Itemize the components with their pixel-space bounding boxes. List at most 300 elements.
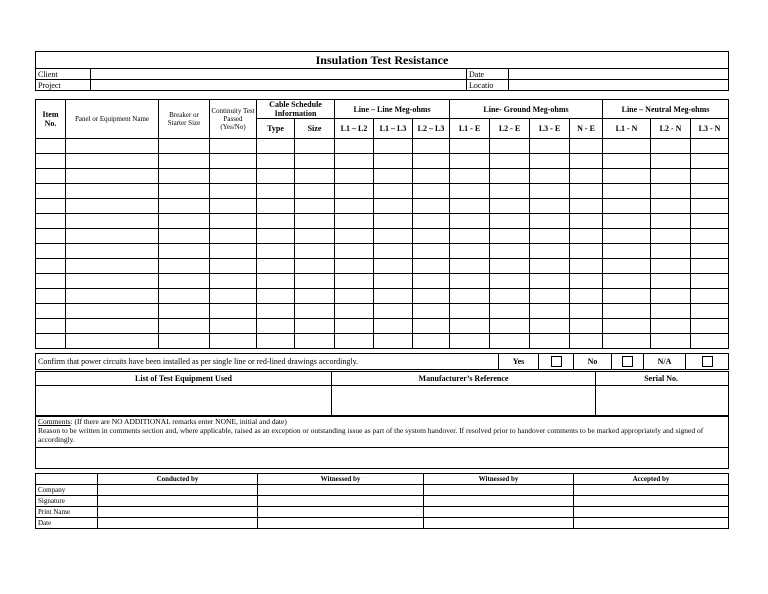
comments-block <box>36 417 729 448</box>
grid-cell[interactable] <box>295 154 335 169</box>
grid-cell[interactable] <box>413 214 450 229</box>
grid-cell[interactable] <box>295 139 335 154</box>
grid-cell[interactable] <box>530 304 570 319</box>
grid-cell[interactable] <box>335 274 374 289</box>
grid-cell[interactable] <box>210 259 257 274</box>
grid-cell[interactable] <box>490 274 530 289</box>
grid-cell[interactable] <box>374 319 413 334</box>
grid-cell[interactable] <box>36 229 66 244</box>
grid-cell[interactable] <box>295 289 335 304</box>
grid-cell[interactable] <box>570 139 603 154</box>
signoff-field[interactable] <box>258 507 424 518</box>
grid-cell[interactable] <box>450 274 490 289</box>
grid-cell[interactable] <box>603 214 651 229</box>
grid-cell[interactable] <box>295 214 335 229</box>
signoff-row <box>36 496 729 507</box>
grid-cell[interactable] <box>374 169 413 184</box>
grid-cell[interactable] <box>36 319 66 334</box>
grid-cell[interactable] <box>490 139 530 154</box>
grid-cell[interactable] <box>651 199 691 214</box>
date-label: Date <box>467 69 509 80</box>
header-table <box>35 51 729 91</box>
grid-cell[interactable] <box>570 184 603 199</box>
grid-cell[interactable] <box>257 274 295 289</box>
grid-cell[interactable] <box>159 334 210 349</box>
grid-cell[interactable] <box>570 244 603 259</box>
grid-cell[interactable] <box>66 334 159 349</box>
lg-col-header: N - E <box>570 119 603 139</box>
grid-cell[interactable] <box>374 199 413 214</box>
line-ground-header: Line- Ground Meg-ohms <box>450 100 603 119</box>
grid-cell[interactable] <box>36 199 66 214</box>
grid-cell[interactable] <box>570 319 603 334</box>
grid-cell[interactable] <box>66 139 159 154</box>
grid-cell[interactable] <box>651 274 691 289</box>
grid-cell[interactable] <box>335 229 374 244</box>
grid-cell[interactable] <box>691 184 729 199</box>
grid-cell[interactable] <box>450 319 490 334</box>
grid-cell[interactable] <box>413 169 450 184</box>
grid-cell[interactable] <box>335 199 374 214</box>
signoff-row <box>36 518 729 529</box>
grid-cell[interactable] <box>335 334 374 349</box>
ln-col-header: L2 - N <box>651 119 691 139</box>
no-checkbox[interactable] <box>622 356 633 367</box>
grid-cell[interactable] <box>210 154 257 169</box>
grid-cell[interactable] <box>691 214 729 229</box>
grid-cell[interactable] <box>210 304 257 319</box>
grid-cell[interactable] <box>210 274 257 289</box>
signoff-row-label: Date <box>36 518 98 529</box>
grid-cell[interactable] <box>257 199 295 214</box>
ln-col-header: L1 - N <box>603 119 651 139</box>
location-label: Locatio <box>467 80 509 91</box>
signoff-row-label: Company <box>36 485 98 496</box>
grid-cell[interactable] <box>295 244 335 259</box>
grid-cell[interactable] <box>66 319 159 334</box>
grid-cell[interactable] <box>691 304 729 319</box>
accepted-by-header: Accepted by <box>574 474 729 485</box>
grid-cell[interactable] <box>36 334 66 349</box>
grid-cell[interactable] <box>374 154 413 169</box>
grid-cell[interactable] <box>374 214 413 229</box>
grid-cell[interactable] <box>295 304 335 319</box>
signoff-field[interactable] <box>574 507 729 518</box>
grid-cell[interactable] <box>210 334 257 349</box>
grid-cell[interactable] <box>159 184 210 199</box>
grid-cell[interactable] <box>570 214 603 229</box>
grid-cell[interactable] <box>530 274 570 289</box>
grid-cell[interactable] <box>651 304 691 319</box>
grid-cell[interactable] <box>413 229 450 244</box>
grid-cell[interactable] <box>374 274 413 289</box>
grid-cell[interactable] <box>490 334 530 349</box>
signoff-field[interactable] <box>424 485 574 496</box>
grid-cell[interactable] <box>651 244 691 259</box>
grid-cell[interactable] <box>159 304 210 319</box>
grid-cell[interactable] <box>530 154 570 169</box>
grid-cell[interactable] <box>295 259 335 274</box>
grid-cell[interactable] <box>210 289 257 304</box>
grid-cell[interactable] <box>691 244 729 259</box>
grid-cell[interactable] <box>159 154 210 169</box>
grid-cell[interactable] <box>691 334 729 349</box>
grid-cell[interactable] <box>210 184 257 199</box>
grid-cell[interactable] <box>603 274 651 289</box>
grid-cell[interactable] <box>295 319 335 334</box>
grid-cell[interactable] <box>36 169 66 184</box>
comments-label: Comments <box>38 417 71 426</box>
lg-col-header: L3 - E <box>530 119 570 139</box>
grid-cell[interactable] <box>603 244 651 259</box>
grid-cell[interactable] <box>159 319 210 334</box>
grid-cell[interactable] <box>159 139 210 154</box>
grid-cell[interactable] <box>450 139 490 154</box>
cable-schedule-header: Cable Schedule Information <box>257 100 335 119</box>
grid-cell[interactable] <box>651 184 691 199</box>
grid-cell[interactable] <box>295 169 335 184</box>
grid-cell[interactable] <box>257 244 295 259</box>
grid-cell[interactable] <box>335 259 374 274</box>
confirm-table <box>35 353 729 370</box>
signoff-field[interactable] <box>98 485 258 496</box>
signoff-field[interactable] <box>258 518 424 529</box>
grid-cell[interactable] <box>490 289 530 304</box>
signoff-row-label: Print Name <box>36 507 98 518</box>
grid-cell[interactable] <box>490 304 530 319</box>
grid-cell[interactable] <box>490 259 530 274</box>
grid-cell[interactable] <box>66 289 159 304</box>
grid-cell[interactable] <box>210 199 257 214</box>
grid-cell[interactable] <box>651 259 691 274</box>
grid-cell[interactable] <box>691 154 729 169</box>
grid-cell[interactable] <box>413 259 450 274</box>
grid-cell[interactable] <box>530 319 570 334</box>
grid-cell[interactable] <box>159 289 210 304</box>
grid-cell[interactable] <box>570 334 603 349</box>
grid-cell[interactable] <box>603 229 651 244</box>
grid-cell[interactable] <box>450 214 490 229</box>
grid-cell[interactable] <box>413 334 450 349</box>
table-row <box>36 184 729 199</box>
grid-cell[interactable] <box>210 139 257 154</box>
table-row <box>36 154 729 169</box>
grid-cell[interactable] <box>335 154 374 169</box>
grid-cell[interactable] <box>36 274 66 289</box>
grid-cell[interactable] <box>570 199 603 214</box>
grid-cell[interactable] <box>66 229 159 244</box>
grid-cell[interactable] <box>66 259 159 274</box>
grid-cell[interactable] <box>295 199 335 214</box>
grid-cell[interactable] <box>450 259 490 274</box>
signoff-field[interactable] <box>98 496 258 507</box>
grid-cell[interactable] <box>257 214 295 229</box>
signoff-field[interactable] <box>424 507 574 518</box>
grid-cell[interactable] <box>651 289 691 304</box>
grid-cell[interactable] <box>651 139 691 154</box>
manufacturer-field[interactable] <box>332 386 596 416</box>
grid-cell[interactable] <box>603 319 651 334</box>
grid-cell[interactable] <box>335 304 374 319</box>
grid-cell[interactable] <box>450 229 490 244</box>
manufacturer-header: Manufacturer’s Reference <box>332 372 596 386</box>
grid-cell[interactable] <box>450 199 490 214</box>
signoff-field[interactable] <box>574 485 729 496</box>
grid-cell[interactable] <box>295 184 335 199</box>
grid-cell[interactable] <box>66 154 159 169</box>
grid-cell[interactable] <box>66 304 159 319</box>
ll-col-header: L2 – L3 <box>413 119 450 139</box>
grid-cell[interactable] <box>257 289 295 304</box>
size-header: Size <box>295 119 335 139</box>
grid-cell[interactable] <box>691 169 729 184</box>
grid-cell[interactable] <box>691 139 729 154</box>
signoff-table <box>35 473 729 529</box>
grid-cell[interactable] <box>159 229 210 244</box>
grid-cell[interactable] <box>570 289 603 304</box>
grid-cell[interactable] <box>530 214 570 229</box>
grid-cell[interactable] <box>36 214 66 229</box>
grid-cell[interactable] <box>530 184 570 199</box>
grid-cell[interactable] <box>490 214 530 229</box>
breaker-starter-header: Breaker or Starter Size <box>159 100 210 139</box>
client-field[interactable] <box>91 69 467 80</box>
grid-cell[interactable] <box>651 334 691 349</box>
signoff-field[interactable] <box>424 518 574 529</box>
grid-cell[interactable] <box>374 184 413 199</box>
grid-cell[interactable] <box>335 139 374 154</box>
grid-cell[interactable] <box>36 184 66 199</box>
grid-cell[interactable] <box>257 139 295 154</box>
grid-cell[interactable] <box>159 259 210 274</box>
grid-cell[interactable] <box>335 289 374 304</box>
grid-cell[interactable] <box>295 334 335 349</box>
grid-cell[interactable] <box>603 304 651 319</box>
grid-cell[interactable] <box>413 274 450 289</box>
yes-checkbox[interactable] <box>551 356 562 367</box>
grid-cell[interactable] <box>530 229 570 244</box>
grid-cell[interactable] <box>691 229 729 244</box>
grid-cell[interactable] <box>413 199 450 214</box>
grid-cell[interactable] <box>691 289 729 304</box>
grid-cell[interactable] <box>490 184 530 199</box>
grid-cell[interactable] <box>295 274 335 289</box>
grid-cell[interactable] <box>36 244 66 259</box>
grid-cell[interactable] <box>335 169 374 184</box>
grid-cell[interactable] <box>530 169 570 184</box>
signoff-field[interactable] <box>98 518 258 529</box>
grid-cell[interactable] <box>603 154 651 169</box>
grid-cell[interactable] <box>570 304 603 319</box>
equipment-table <box>35 371 729 416</box>
yes-label: Yes <box>499 354 539 370</box>
grid-cell[interactable] <box>570 154 603 169</box>
grid-cell[interactable] <box>450 169 490 184</box>
lg-col-header: L1 - E <box>450 119 490 139</box>
grid-cell[interactable] <box>295 229 335 244</box>
grid-cell[interactable] <box>413 289 450 304</box>
equipment-field[interactable] <box>36 386 332 416</box>
grid-cell[interactable] <box>450 334 490 349</box>
grid-cell[interactable] <box>530 139 570 154</box>
grid-cell[interactable] <box>691 319 729 334</box>
grid-cell[interactable] <box>159 274 210 289</box>
grid-cell[interactable] <box>36 154 66 169</box>
grid-cell[interactable] <box>159 214 210 229</box>
grid-cell[interactable] <box>36 304 66 319</box>
continuity-header: Continuity Test Passed (Yes/No) <box>210 100 257 139</box>
grid-cell[interactable] <box>651 319 691 334</box>
grid-cell[interactable] <box>257 184 295 199</box>
grid-cell[interactable] <box>651 214 691 229</box>
grid-cell[interactable] <box>490 319 530 334</box>
grid-cell[interactable] <box>335 214 374 229</box>
serial-header: Serial No. <box>596 372 729 386</box>
lg-col-header: L2 - E <box>490 119 530 139</box>
grid-cell[interactable] <box>66 274 159 289</box>
grid-cell[interactable] <box>530 289 570 304</box>
project-field[interactable] <box>91 80 467 91</box>
grid-cell[interactable] <box>570 169 603 184</box>
grid-cell[interactable] <box>691 199 729 214</box>
grid-cell[interactable] <box>413 319 450 334</box>
grid-cell[interactable] <box>374 289 413 304</box>
signoff-field[interactable] <box>98 507 258 518</box>
grid-cell[interactable] <box>490 244 530 259</box>
grid-cell[interactable] <box>651 229 691 244</box>
grid-cell[interactable] <box>374 304 413 319</box>
grid-cell[interactable] <box>257 154 295 169</box>
grid-cell[interactable] <box>490 229 530 244</box>
signoff-row-label: Signature <box>36 496 98 507</box>
grid-cell[interactable] <box>66 199 159 214</box>
signoff-field[interactable] <box>258 496 424 507</box>
type-header: Type <box>257 119 295 139</box>
comments-field[interactable] <box>36 448 729 469</box>
ll-col-header: L1 – L2 <box>335 119 374 139</box>
grid-cell[interactable] <box>530 244 570 259</box>
grid-cell[interactable] <box>603 199 651 214</box>
grid-cell[interactable] <box>374 259 413 274</box>
witnessed-by-header: Witnessed by <box>258 474 424 485</box>
grid-cell[interactable] <box>691 274 729 289</box>
grid-cell[interactable] <box>210 229 257 244</box>
grid-cell[interactable] <box>335 319 374 334</box>
client-label: Client <box>36 69 91 80</box>
grid-cell[interactable] <box>374 244 413 259</box>
grid-cell[interactable] <box>530 199 570 214</box>
grid-cell[interactable] <box>36 139 66 154</box>
comments-instruction: : (If there are NO ADDITIONAL remarks enter NONE, initial and date) <box>70 417 287 426</box>
grid-cell[interactable] <box>530 334 570 349</box>
grid-cell[interactable] <box>335 244 374 259</box>
grid-cell[interactable] <box>413 154 450 169</box>
grid-cell[interactable] <box>603 184 651 199</box>
grid-cell[interactable] <box>374 334 413 349</box>
grid-cell[interactable] <box>210 214 257 229</box>
grid-cell[interactable] <box>450 184 490 199</box>
grid-cell[interactable] <box>570 229 603 244</box>
table-row <box>36 199 729 214</box>
grid-cell[interactable] <box>530 259 570 274</box>
table-row <box>36 259 729 274</box>
signoff-field[interactable] <box>424 496 574 507</box>
location-field[interactable] <box>509 80 729 91</box>
grid-cell[interactable] <box>374 229 413 244</box>
grid-cell[interactable] <box>257 169 295 184</box>
grid-cell[interactable] <box>413 184 450 199</box>
grid-cell[interactable] <box>210 319 257 334</box>
grid-cell[interactable] <box>490 199 530 214</box>
grid-cell[interactable] <box>36 289 66 304</box>
grid-cell[interactable] <box>450 244 490 259</box>
signoff-row <box>36 485 729 496</box>
grid-cell[interactable] <box>450 154 490 169</box>
signoff-field[interactable] <box>574 496 729 507</box>
date-field[interactable] <box>509 69 729 80</box>
grid-cell[interactable] <box>490 154 530 169</box>
grid-cell[interactable] <box>691 259 729 274</box>
table-row <box>36 334 729 349</box>
grid-cell[interactable] <box>651 169 691 184</box>
grid-cell[interactable] <box>603 259 651 274</box>
grid-cell[interactable] <box>450 289 490 304</box>
conducted-by-header: Conducted by <box>98 474 258 485</box>
grid-cell[interactable] <box>159 244 210 259</box>
grid-cell[interactable] <box>335 184 374 199</box>
grid-cell[interactable] <box>413 304 450 319</box>
table-row <box>36 229 729 244</box>
grid-cell[interactable] <box>570 274 603 289</box>
na-checkbox[interactable] <box>702 356 713 367</box>
grid-cell[interactable] <box>66 244 159 259</box>
serial-field[interactable] <box>596 386 729 416</box>
grid-cell[interactable] <box>257 334 295 349</box>
grid-cell[interactable] <box>66 184 159 199</box>
grid-cell[interactable] <box>159 199 210 214</box>
grid-cell[interactable] <box>159 169 210 184</box>
grid-cell[interactable] <box>413 244 450 259</box>
grid-cell[interactable] <box>210 169 257 184</box>
no-label: No <box>574 354 612 370</box>
grid-cell[interactable] <box>66 169 159 184</box>
grid-cell[interactable] <box>603 289 651 304</box>
grid-cell[interactable] <box>66 214 159 229</box>
witnessed-by-header: Witnessed by <box>424 474 574 485</box>
equipment-list-header: List of Test Equipment Used <box>36 372 332 386</box>
grid-cell[interactable] <box>257 304 295 319</box>
grid-body <box>36 139 729 349</box>
grid-cell[interactable] <box>210 244 257 259</box>
grid-cell[interactable] <box>603 334 651 349</box>
signoff-field[interactable] <box>258 485 424 496</box>
grid-cell[interactable] <box>603 169 651 184</box>
grid-cell[interactable] <box>450 304 490 319</box>
grid-cell[interactable] <box>651 154 691 169</box>
grid-cell[interactable] <box>570 259 603 274</box>
comments-table <box>35 416 729 469</box>
grid-cell[interactable] <box>257 229 295 244</box>
grid-cell[interactable] <box>257 259 295 274</box>
grid-cell[interactable] <box>413 139 450 154</box>
grid-cell[interactable] <box>257 319 295 334</box>
grid-cell[interactable] <box>36 259 66 274</box>
grid-cell[interactable] <box>374 139 413 154</box>
signoff-field[interactable] <box>574 518 729 529</box>
grid-cell[interactable] <box>603 139 651 154</box>
grid-cell[interactable] <box>490 169 530 184</box>
table-row <box>36 319 729 334</box>
